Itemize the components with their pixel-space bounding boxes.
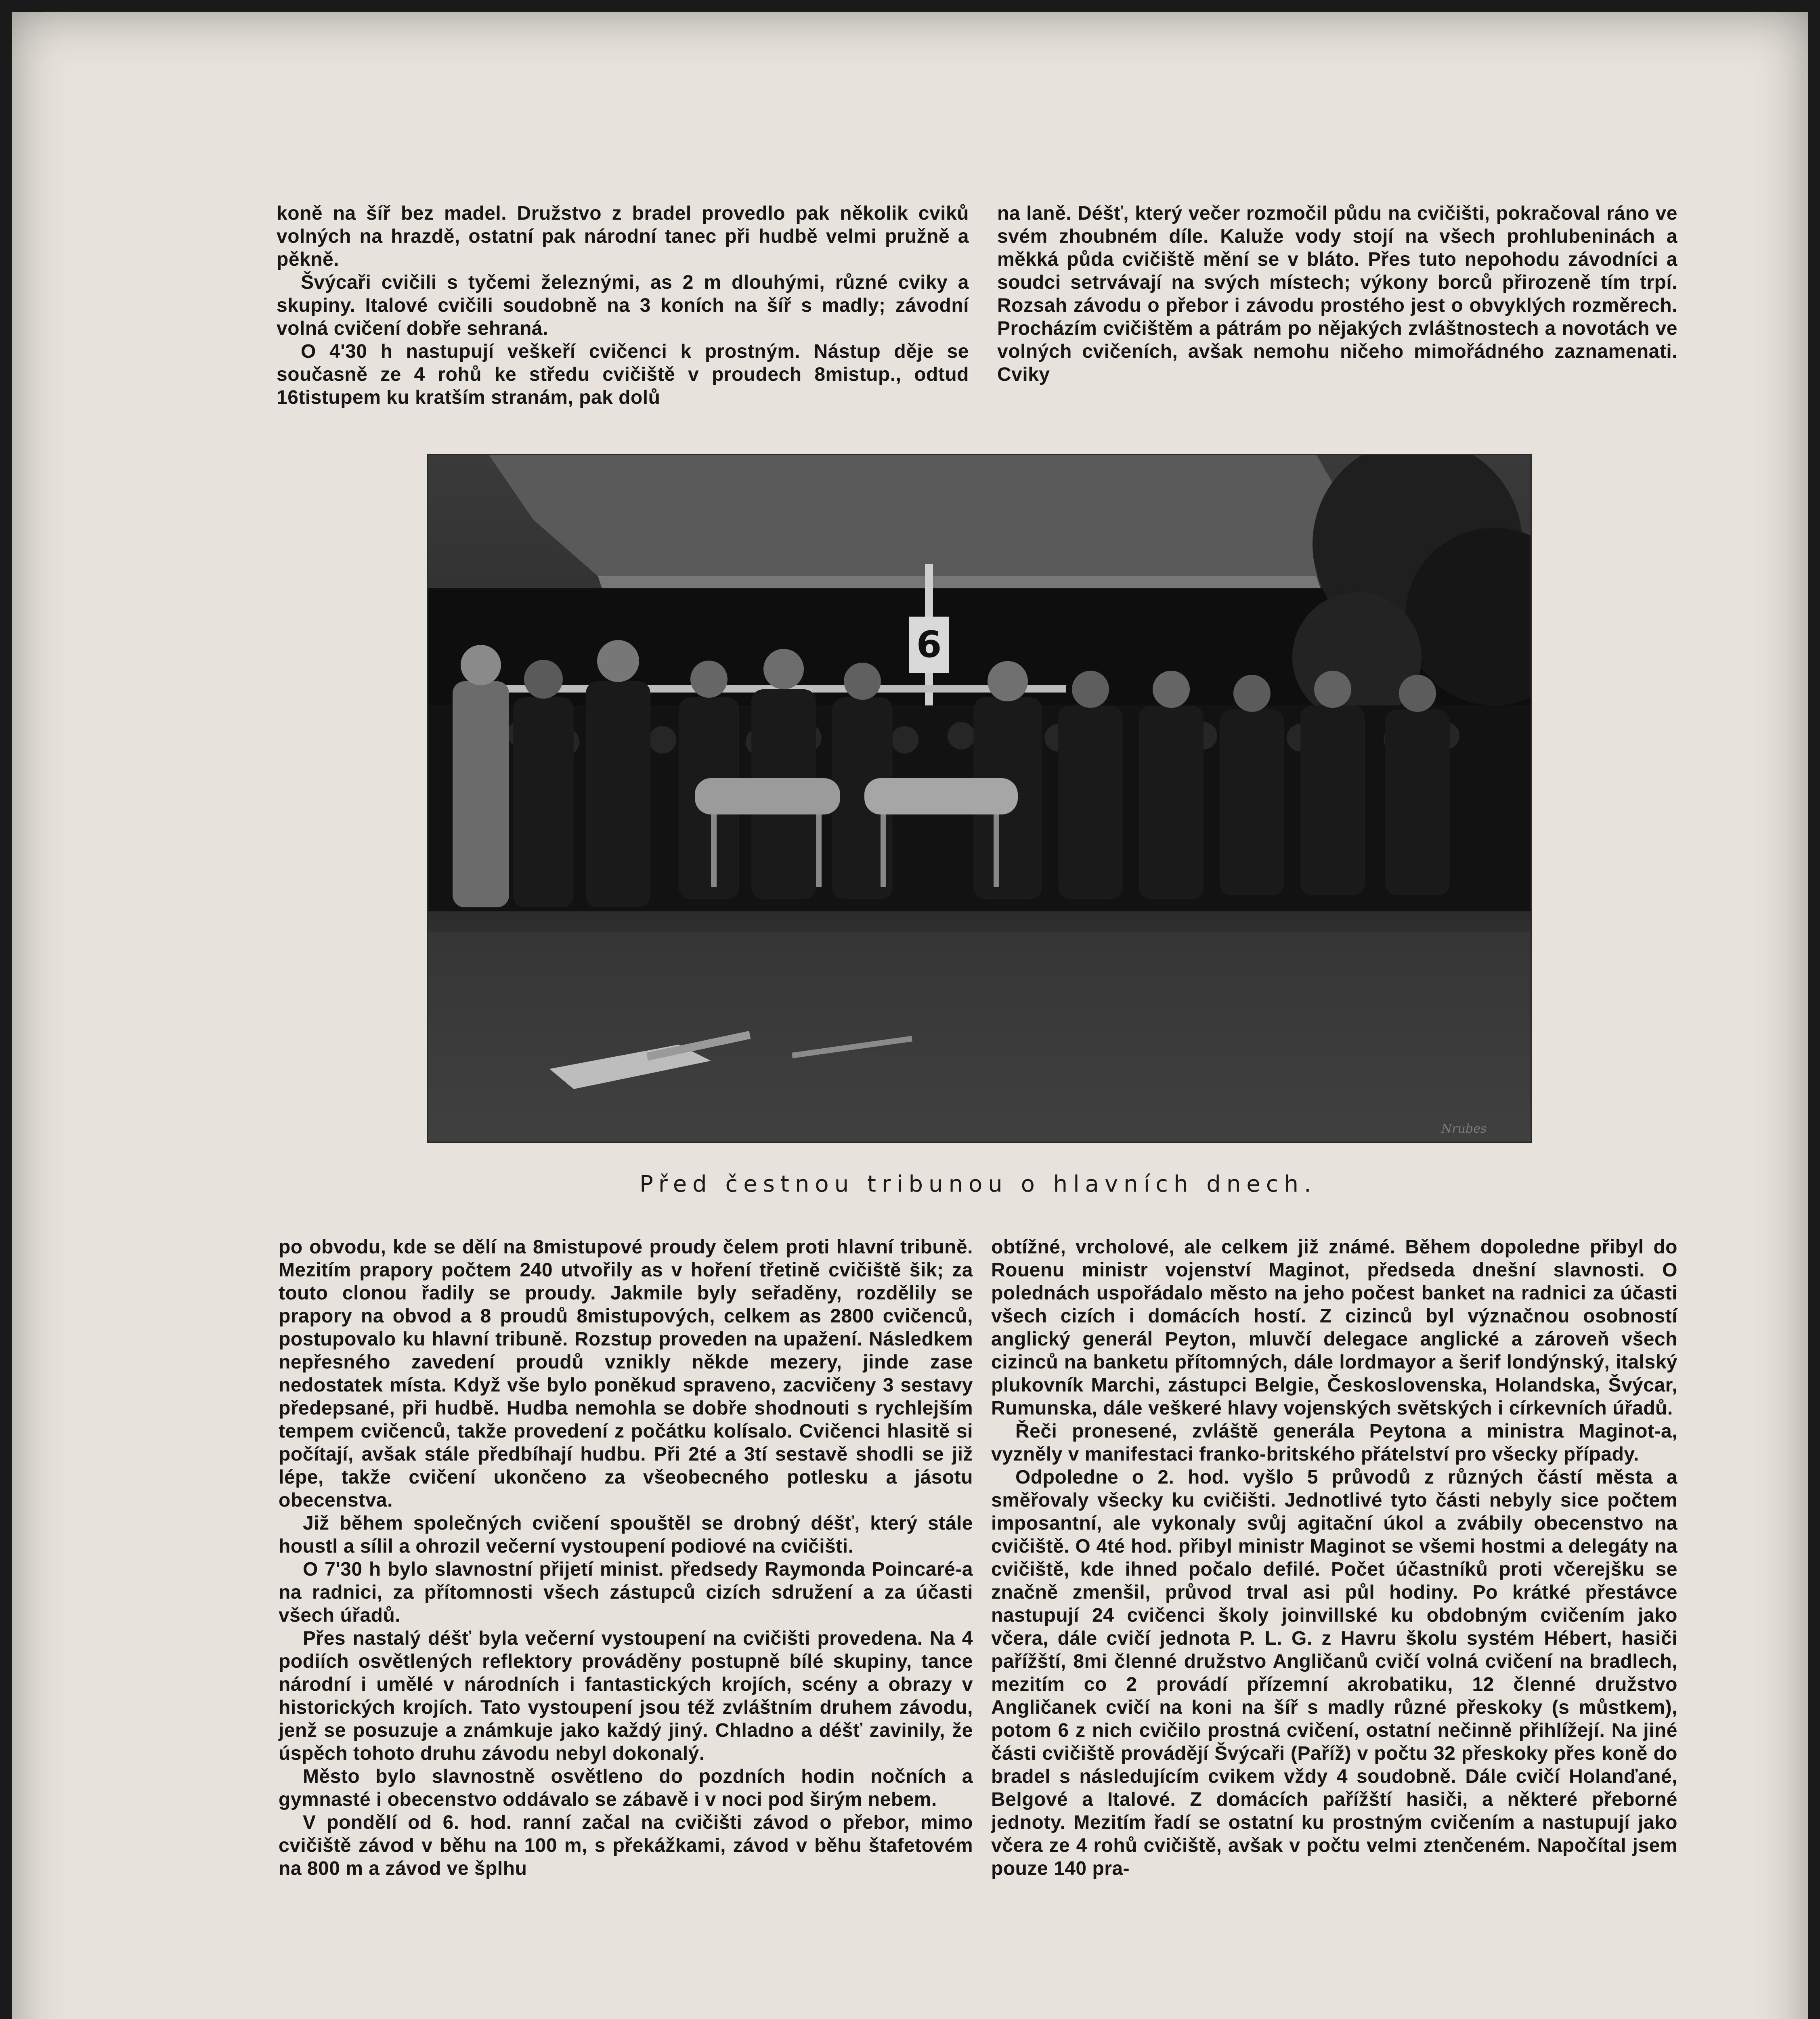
top-left-column — [277, 202, 969, 409]
paragraph: O 4'30 h nastupují veškeří cvičenci k prostným. Nástup děje se současně ze 4 rohů ke středu cvičiště v proudech 8mistup., odtud 16tistupem ku kratším stranám, pak dolů — [277, 341, 969, 408]
top-right-column — [997, 202, 1677, 386]
paragraph: V pondělí od 6. hod. ranní začal na cvičišti závod o přebor, mimo cvičiště závod v běhu na 100 m, s překážkami, závod v běhu štafetovém na 800 m a závod ve šplhu — [279, 1812, 973, 1879]
paragraph: Město bylo slavnostně osvětleno do pozdních hodin nočních a gymnasté i obecenstvo oddávalo se zábavě i v noci pod širým nebem. — [279, 1766, 973, 1810]
tribune-photo — [428, 455, 1531, 1142]
paragraph: Odpoledne o 2. hod. vyšlo 5 průvodů z různých částí města a směřovaly všecky ku cvičišti. Jednotlivé tyto části nebyly sice počtem imposantní, ale vykonaly svůj agitační úkol a zvábily obecenstvo na cvičiště. O 4té hod. přibyl ministr Maginot se všemi hostmi a delegáty na cvičiště, kde ihned počalo defilé. Počet účastníků proti včerejšku se značně zmenšil, průvod trval asi půl hodiny. Po krátké přestávce nastupují 24 cvičenci školy joinvillské ku obdobným cvičením jako včera, dále cvičí jednota P. L. G. z Havru školu systém Hébert, hasiči pařížští, 8mi členné družstvo Angličanů cvičí volná cvičení na bradlech, mezitím co 2 provádí přízemní akrobatiku, 12 členné družstvo Angličanek cvičí na koni na šíř s madly různé přeskoky (s můstkem), potom 6 z nich cvičilo prostná cvičení, ostatní nečinně přihlížejí. Na jiné části cvičiště provádějí Švýcaři (Paříž) v počtu 32 přeskoky přes koně do bradel s následujícím cvikem vždy 4 soudobně. Dále cvičí Holanďané, Belgové a Italové. Z domácích pařížští hasiči, a některé přeborné jednoty. Mezitím řadí se ostatní ku prostným cvičením a nastupují jako včera ze 4 rohů cvičiště, avšak v počtu velmi ztenčeném. Napočítal jsem pouze 140 pra- — [991, 1467, 1677, 1879]
bottom-left-column — [279, 1236, 973, 1880]
bottom-right-column — [991, 1236, 1677, 1880]
paragraph: Již během společných cvičení spouštěl se drobný déšť, který stále houstl a sílil a ohrozil večerní vystoupení podiové na cvičišti. — [279, 1513, 973, 1557]
photo-credit: Nrubes — [1441, 1122, 1487, 1136]
paragraph: O 7'30 h bylo slavnostní přijetí minist. předsedy Raymonda Poincaré-a na radnici, za přítomnosti všech zástupců cizích sdružení a za účasti všech úřadů. — [279, 1559, 973, 1626]
paragraph: koně na šíř bez madel. Družstvo z bradel provedlo pak několik cviků volných na hrazdě, ostatní pak národní tanec při hudbě velmi pružně a pěkně. — [277, 203, 969, 270]
paragraph: Řeči pronesené, zvláště generála Peytona a ministra Maginot-a, vyzněly v manifestaci franko-britského přátelství pro všecky případy. — [991, 1421, 1677, 1465]
board-number: 6 — [916, 623, 942, 666]
photograph — [427, 454, 1532, 1143]
paragraph: Přes nastalý déšť byla večerní vystoupení na cvičišti provedena. Na 4 podiích osvětlených reflektory prováděny postupně bílé skupiny, tance národní i umělé v národních i fantastických krojích, scény a obrazy v historických krojích. Tato vystoupení jsou též zvláštním druhem závodu, jenž se posuzuje a známkuje jako každý jiný. Chladno a déšť zavinily, že úspěch tohoto druhu závodu nebyl dokonalý. — [279, 1628, 973, 1764]
figure-caption: Před čestnou tribunou o hlavních dnech. — [640, 1171, 1317, 1197]
paragraph: Švýcaři cvičili s tyčemi železnými, as 2 m dlouhými, různé cviky a skupiny. Italové cvičili soudobně na 3 koních na šíř s madly; závodní volná cvičení dobře sehraná. — [277, 272, 969, 339]
paragraph: na laně. Déšť, který večer rozmočil půdu na cvičišti, pokračoval ráno ve svém zhoubném díle. Kaluže vody stojí na všech prohlubeninách a měkká půda cvičiště mění se v bláto. Přes tuto nepohodu závodníci a soudci setrvávají na svých místech; výkony borců přirozeně tím trpí. Rozsah závodu o přebor i závodu prostého jest o obvyklých rozměrech. Procházím cvičištěm a pátrám po nějakých zvláštnostech a novotách ve volných cvičeních, avšak nemohu ničeho mimořádného zaznamenati. Cviky — [997, 203, 1677, 385]
paragraph: po obvodu, kde se dělí na 8mistupové proudy čelem proti hlavní tribuně. Mezitím prapory počtem 240 utvořily as v hoření třetině cvičiště šik; za touto clonou řadily se proudy. Jakmile byly seřaděny, rozdělily se prapory na obvod a 8 proudů 8mistupových, celkem as 2800 cvičenců, postupovalo ku hlavní tribuně. Rozstup proveden na upažení. Následkem nepřesného zavedení proudů vznikly někde mezery, jinde zase nedostatek místa. Když vše bylo poněkud spraveno, zacvičeny 3 sestavy předepsané, při hudbě. Hudba nemohla se dobře shodnouti s rychlejším tempem cvičenců, takže provedení z počátku kolísalo. Cvičenci hlasitě si počítají, avšak stále předbíhají hudbu. Při 2té a 3tí sestavě shodli se již lépe, takže cvičení ukončeno za všeobecného potlesku a jásotu obecenstva. — [279, 1236, 973, 1511]
page-sheet — [12, 12, 1808, 2019]
paragraph: obtížné, vrcholové, ale celkem již známé. Během dopoledne přibyl do Rouenu ministr vojenství Maginot, předseda dnešní slavnosti. O polednách uspořádalo město na jeho počest banket na radnici za účasti všech cizích i domácích hostí. Z cizinců byl význačnou osobností anglický generál Peyton, mluvčí delegace anglické a zároveň všech cizinců na banketu přítomných, dále lordmayor a šerif londýnský, italský plukovník Marchi, zástupci Belgie, Československa, Holandska, Švýcar, Rumunska, dále veškeré hlavy vojenských světských i církevních úřadů. — [991, 1236, 1677, 1419]
